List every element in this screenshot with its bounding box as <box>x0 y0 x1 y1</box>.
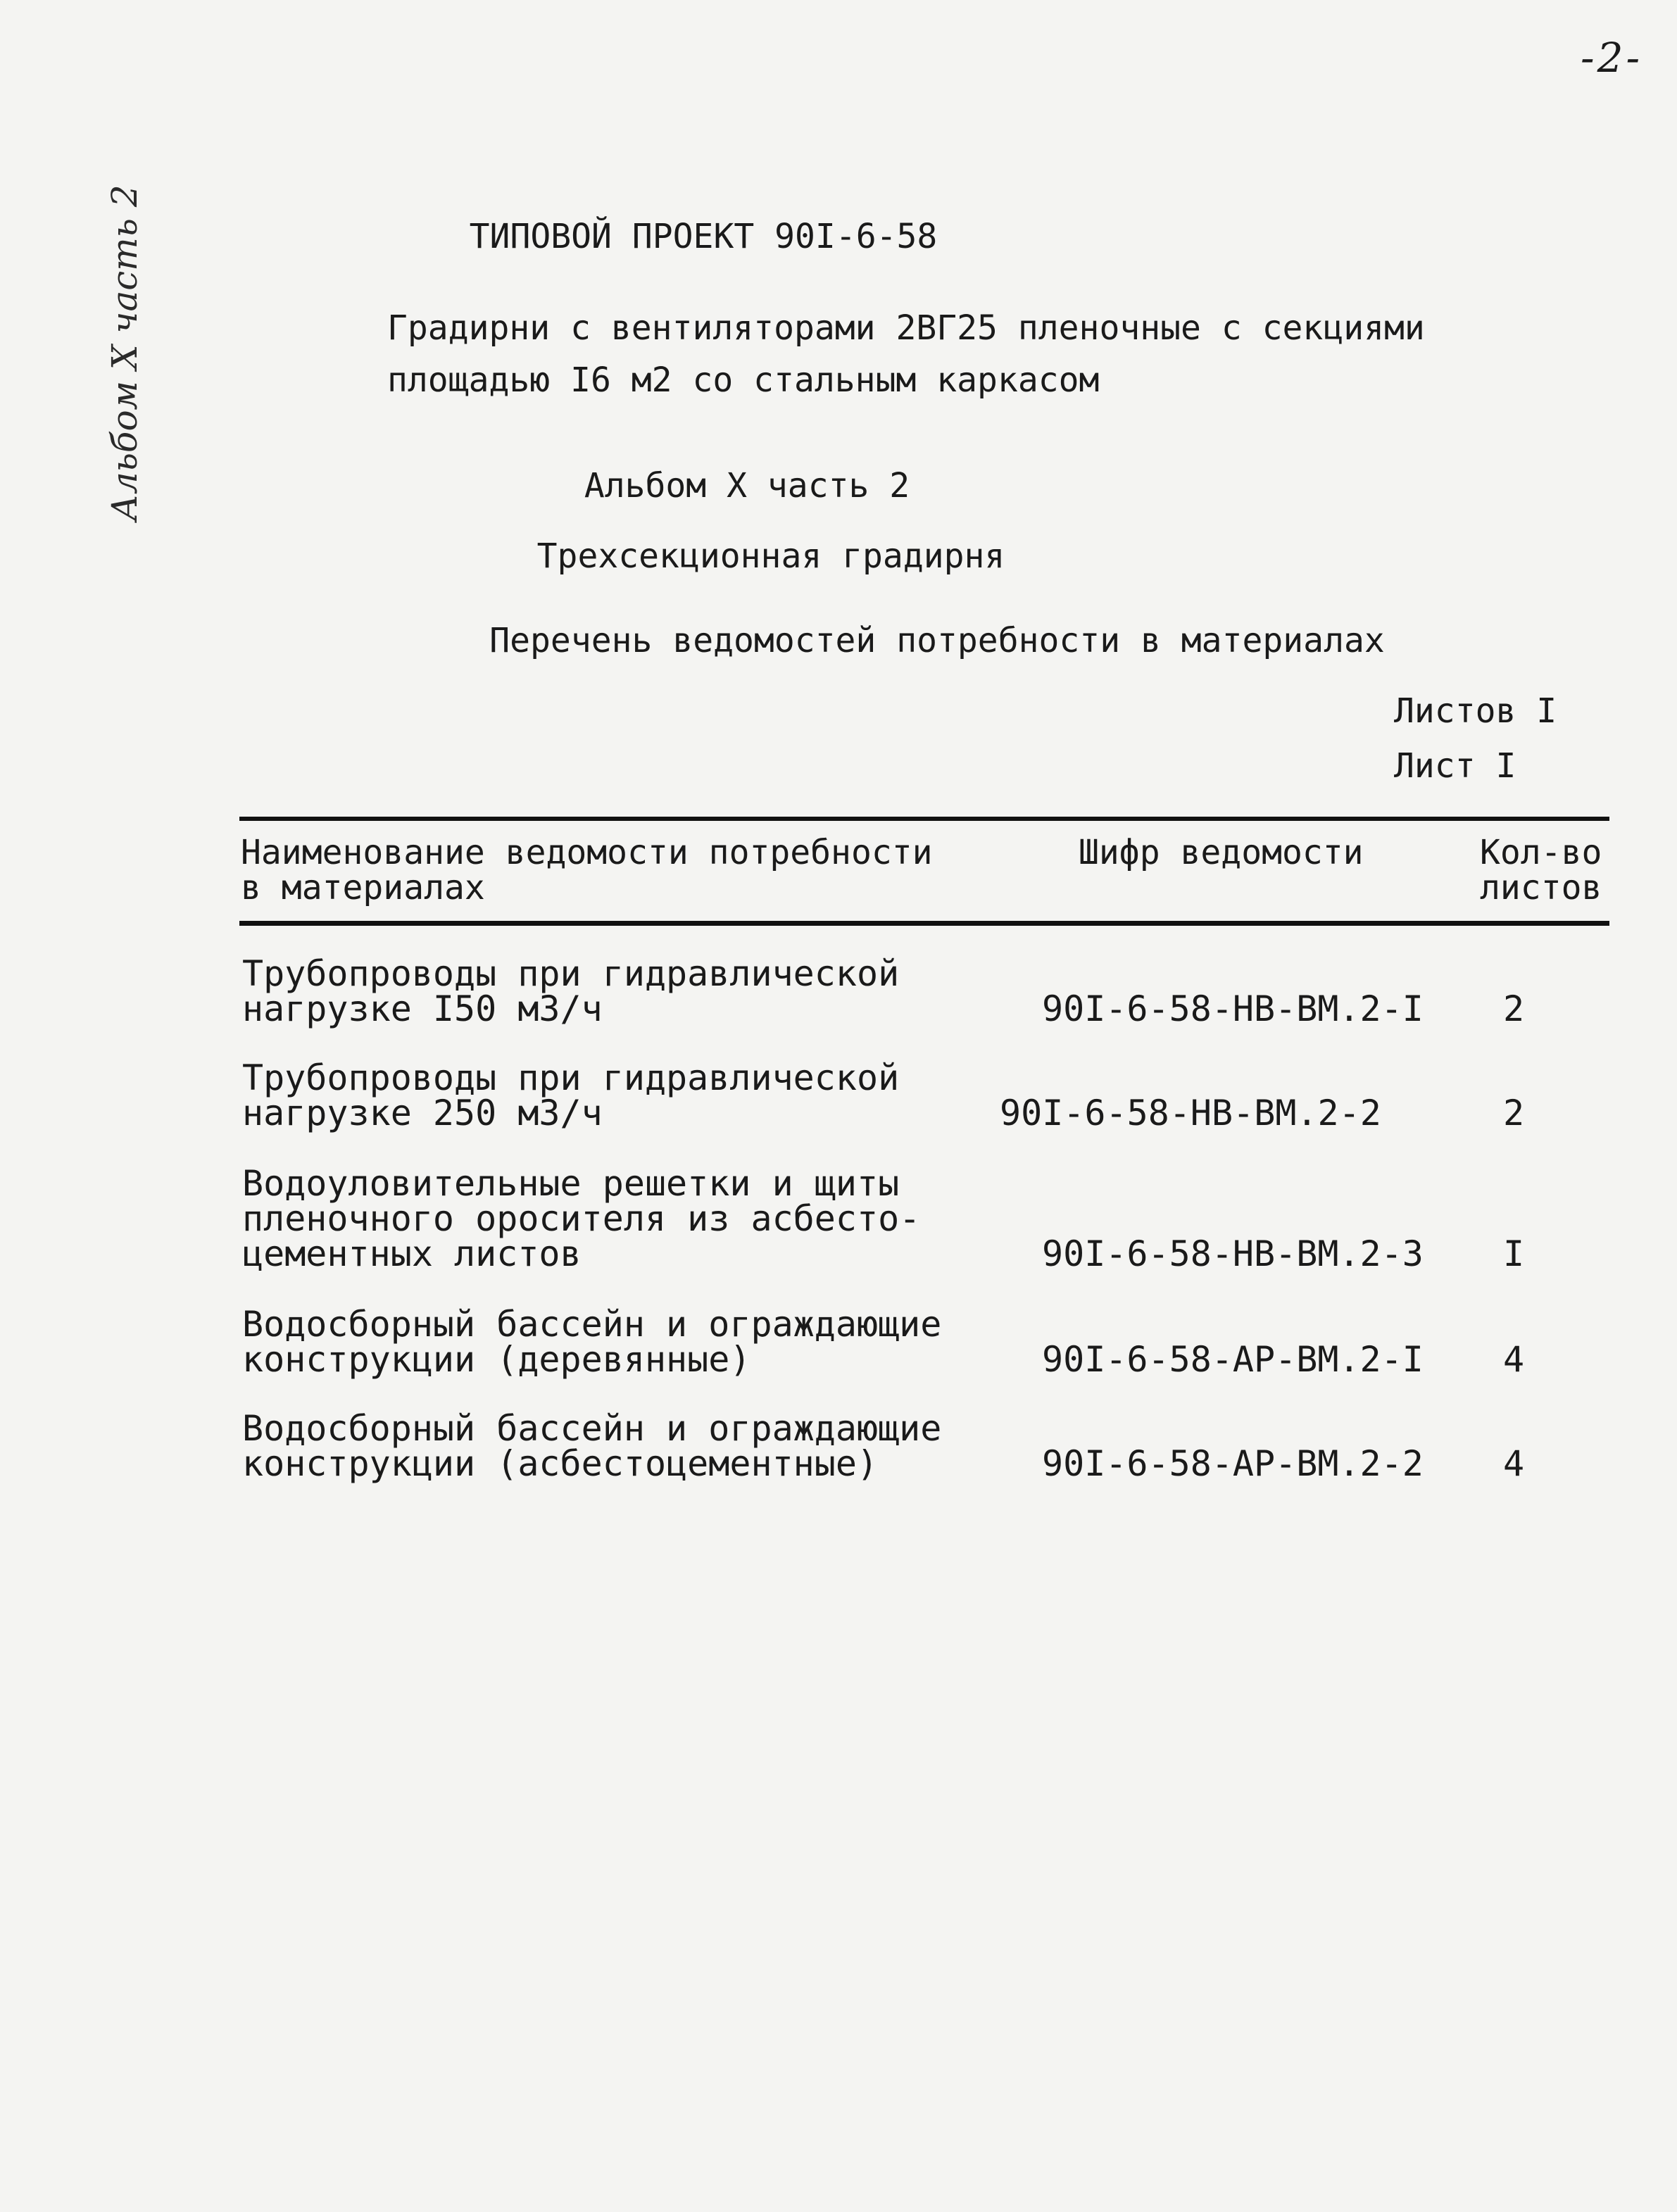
album-label: Альбом X часть 2 <box>584 466 910 505</box>
row-code: 90I-6-58-НВ-ВМ.2-I <box>1042 988 1424 1029</box>
side-note-album-part: Альбом X часть 2 <box>104 184 145 521</box>
column-header-name: Наименование ведомости потребности в материалах <box>241 833 933 907</box>
row-count: 2 <box>1502 988 1525 1029</box>
sheet-current: Лист I <box>1394 746 1516 786</box>
description-line-2: площадью I6 м2 со стальным каркасом <box>387 360 1100 400</box>
column-header-code: Шифр ведомости <box>1079 833 1364 872</box>
document-title: ТИПОВОЙ ПРОЕКТ 90I-6-58 <box>469 217 938 256</box>
list-title: Перечень ведомостей потребности в материалах <box>489 621 1385 660</box>
page-number: -2- <box>1581 34 1643 82</box>
row-name: Водосборный бассейн и ограждающие конструкции (деревянные) <box>242 1304 942 1380</box>
subtitle: Трехсекционная градирня <box>536 536 1005 576</box>
row-code: 90I-6-58-АР-ВМ.2-I <box>1042 1339 1424 1380</box>
row-name: Водосборный бассейн и ограждающие конструкции (асбестоцементные) <box>242 1408 942 1484</box>
row-code: 90I-6-58-НВ-ВМ.2-2 <box>1000 1093 1381 1133</box>
row-code: 90I-6-58-АР-ВМ.2-2 <box>1042 1443 1424 1484</box>
row-name: Водоуловительные решетки и щиты пленочного оросителя из асбесто- цементных листов <box>242 1163 921 1274</box>
row-count: 2 <box>1502 1093 1525 1133</box>
sheets-total: Листов I <box>1394 691 1557 731</box>
row-count: 4 <box>1502 1339 1525 1380</box>
row-name: Трубопроводы при гидравлической нагрузке I50 м3/ч <box>242 953 900 1029</box>
table-top-rule <box>239 817 1609 821</box>
column-header-count: Кол-во листов <box>1480 833 1602 907</box>
row-name: Трубопроводы при гидравлической нагрузке 250 м3/ч <box>242 1057 900 1133</box>
table-header-rule <box>239 921 1609 926</box>
row-code: 90I-6-58-НВ-ВМ.2-3 <box>1042 1233 1424 1274</box>
row-count: 4 <box>1502 1443 1525 1484</box>
row-count: I <box>1502 1233 1525 1274</box>
description-line-1: Градирни с вентиляторами 2ВГ25 пленочные с секциями <box>387 308 1425 348</box>
